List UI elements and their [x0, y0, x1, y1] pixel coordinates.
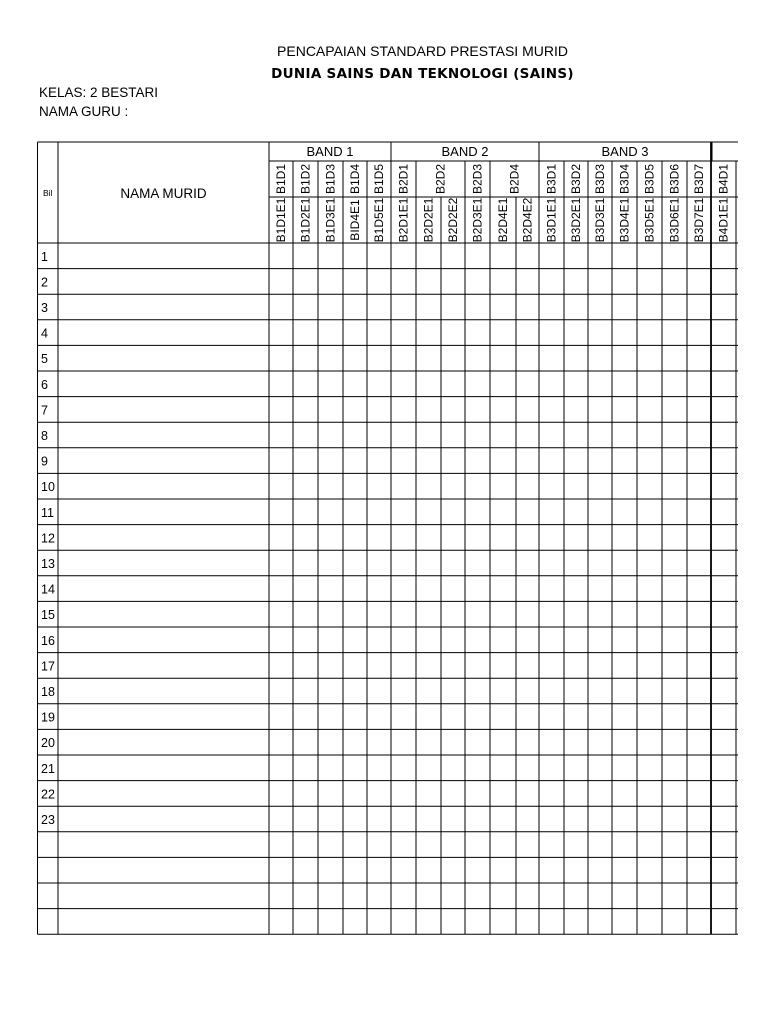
- row-number: 13: [41, 557, 55, 571]
- row-number: 9: [41, 454, 48, 469]
- row-number: 14: [41, 582, 55, 597]
- row-number: 17: [41, 659, 55, 674]
- descriptor-label: B3D1: [544, 163, 559, 195]
- evidence-label: B1D3E1: [323, 197, 338, 243]
- evidence-label: BID4E1: [348, 199, 362, 241]
- evidence-label: B1D1E1: [274, 197, 288, 243]
- row-number: 11: [41, 505, 54, 520]
- descriptor-label: B2D3: [470, 163, 485, 195]
- evidence-label: B2D4E2: [520, 197, 535, 243]
- descriptor-label: B3D2: [569, 163, 583, 195]
- row-number: 8: [41, 429, 48, 443]
- descriptor-label: B3D4: [617, 163, 632, 195]
- evidence-label: B1D5E1: [372, 197, 386, 243]
- descriptor-label: B2D4: [507, 163, 522, 195]
- nama-murid-header: NAMA MURID: [120, 186, 207, 201]
- band-header-3: BAND 3: [601, 144, 649, 159]
- evidence-label: B1D2E1: [298, 197, 313, 243]
- descriptor-label: B2D1: [396, 163, 411, 195]
- descriptor-label: B1D1: [274, 163, 288, 195]
- evidence-label: B3D3E1: [593, 197, 607, 243]
- row-number: 7: [41, 403, 48, 418]
- row-number: 1: [41, 249, 48, 264]
- row-number: 6: [41, 377, 48, 392]
- evidence-label: B2D2E1: [421, 197, 436, 243]
- evidence-label: B3D1E1: [544, 197, 559, 243]
- row-number: 10: [41, 480, 55, 495]
- descriptor-label: B1D4: [348, 163, 362, 195]
- evidence-label: B2D1E1: [396, 197, 411, 243]
- descriptor-label: B1D5: [372, 163, 386, 195]
- evidence-label: B2D4E1: [496, 197, 510, 243]
- descriptor-label: B3D7: [692, 163, 706, 195]
- descriptor-label: B3D6: [667, 163, 682, 195]
- row-number: 22: [41, 787, 55, 802]
- page-subtitle: DUNIA SAINS DAN TEKNOLOGI (SAINS): [271, 66, 574, 82]
- descriptor-label: B2D2: [433, 163, 448, 195]
- row-number: 16: [41, 633, 55, 648]
- row-number: 20: [41, 736, 55, 751]
- row-number: 19: [41, 710, 55, 725]
- descriptor-label: B3D3: [593, 163, 607, 195]
- kelas-label: KELAS: 2 BESTARI: [39, 85, 159, 100]
- evidence-label: B2D2E2: [446, 197, 460, 243]
- row-number: 5: [41, 352, 48, 367]
- bil-header: Bil: [43, 188, 53, 198]
- row-number: 12: [41, 531, 55, 546]
- evidence-label: B3D5E1: [642, 197, 657, 243]
- evidence-label: B2D3E1: [470, 197, 485, 243]
- nama-guru-label: NAMA GURU :: [39, 104, 129, 119]
- evidence-label: B3D2E1: [569, 197, 583, 243]
- evidence-label: B3D7E1: [692, 197, 706, 243]
- evidence-label: B3D4E1: [617, 197, 632, 243]
- row-number: 18: [41, 685, 55, 699]
- descriptor-label: B3D5: [642, 163, 657, 195]
- evidence-label: B4D1E1: [716, 197, 731, 243]
- evidence-label: B3D6E1: [667, 197, 682, 243]
- row-number: 21: [41, 761, 55, 776]
- band-header-2: BAND 2: [441, 144, 489, 159]
- band-header-1: BAND 1: [306, 144, 354, 159]
- descriptor-label: B1D3: [323, 163, 338, 195]
- row-number: 15: [41, 608, 55, 623]
- descriptor-label: B1D2: [298, 163, 313, 195]
- row-number: 4: [41, 326, 48, 341]
- row-number: 23: [41, 813, 55, 827]
- page-title: PENCAPAIAN STANDARD PRESTASI MURID: [277, 43, 568, 59]
- descriptor-label: B4D1: [716, 163, 731, 195]
- row-number: 3: [41, 301, 48, 315]
- row-number: 2: [41, 275, 48, 290]
